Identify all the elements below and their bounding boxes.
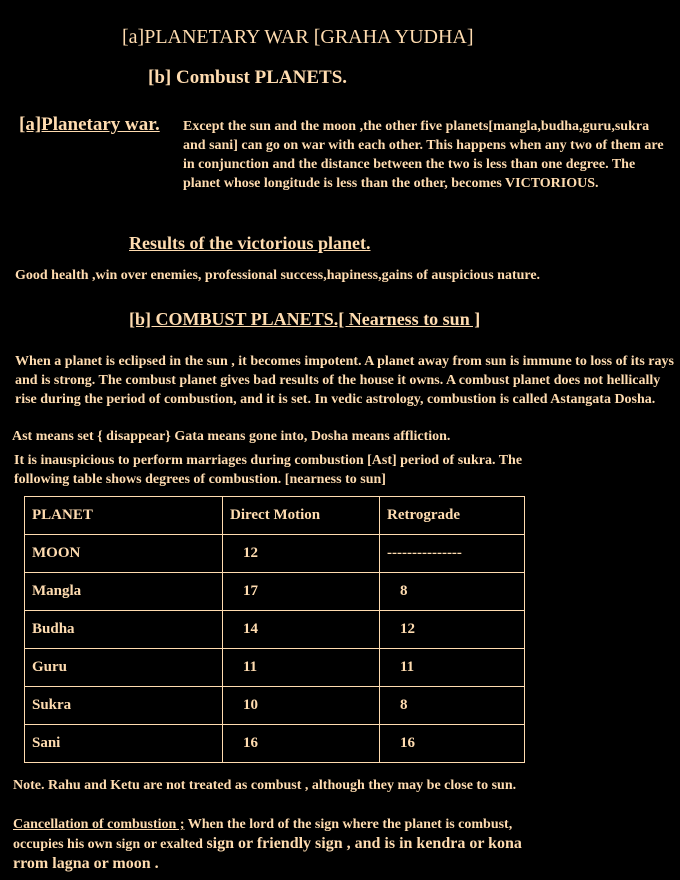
direct-cell: 10 [223,687,380,725]
planetary-war-text: Except the sun and the moon ,the other five planets[mangla,budha,guru,sukra and sani] can go on war with each other. This happens when any two of them are in conjunction and the distance between the two is less than one degree. The planet whose longitude is less than the other, becomes VICTORIOUS. [183,119,664,191]
results-heading: Results of the victorious planet. [129,233,371,253]
table-row [25,535,525,573]
table-row [25,649,525,687]
retro-cell: --------------- [380,535,525,573]
direct-cell: 12 [223,535,380,573]
retro-cell: 11 [380,649,525,687]
table-row [25,725,525,763]
planet-cell: Guru [25,649,223,687]
page-title: [a]PLANETARY WAR [GRAHA YUDHA] [122,26,474,48]
combust-paragraph-2: Ast means set { disappear} Gata means gone into, Dosha means affliction. [12,429,451,444]
direct-cell: 14 [223,611,380,649]
direct-cell: 11 [223,649,380,687]
cancellation-label: Cancellation of combustion ; [13,817,185,832]
planet-cell: Budha [25,611,223,649]
planet-cell: Sukra [25,687,223,725]
combust-paragraph-3: It is inauspicious to perform marriages during combustion [Ast] period of sukra. The following table shows degrees of combustion. [nearness to sun] [14,453,523,487]
results-text: Good health ,win over enemies, professional success,hapiness,gains of auspicious nature. [15,268,541,283]
header-direct-motion: Direct Motion [223,497,380,535]
direct-cell: 16 [223,725,380,763]
table-row [25,573,525,611]
header-planet: PLANET [25,497,223,535]
table-row [25,687,525,725]
cancellation-paragraph [13,815,553,874]
table-header-row [25,497,525,535]
page-subtitle: [b] Combust PLANETS. [148,67,348,88]
combust-paragraph-1: When a planet is eclipsed in the sun , it becomes impotent. A planet away from sun is immune to loss of its rays and is strong. The combust planet gives bad results of the house it owns. A combust planet does not hellically rise during the period of combustion, and it is set. In vedic astrology, combustion is called Astangata Dosha. [15,354,674,407]
retro-cell: 8 [380,573,525,611]
cancellation-text-big: sign or friendly sign , and is in kendra or kona rrom lagna or moon . [13,835,522,872]
header-retrograde: Retrograde [380,497,525,535]
cancellation-text: When the lord of the sign where the planet is combust, occupies his own sign or exalted [13,817,513,852]
direct-cell: 17 [223,573,380,611]
combustion-table [24,496,525,763]
planet-cell: Mangla [25,573,223,611]
retro-cell: 16 [380,725,525,763]
table-row [25,611,525,649]
retro-cell: 8 [380,687,525,725]
combust-heading: [b] COMBUST PLANETS.[ Nearness to sun ] [129,309,481,329]
planetary-war-heading: [a]Planetary war. [19,114,160,135]
planet-cell: MOON [25,535,223,573]
note-text: Note. Rahu and Ketu are not treated as combust , although they may be close to sun. [13,778,517,793]
retro-cell: 12 [380,611,525,649]
planet-cell: Sani [25,725,223,763]
